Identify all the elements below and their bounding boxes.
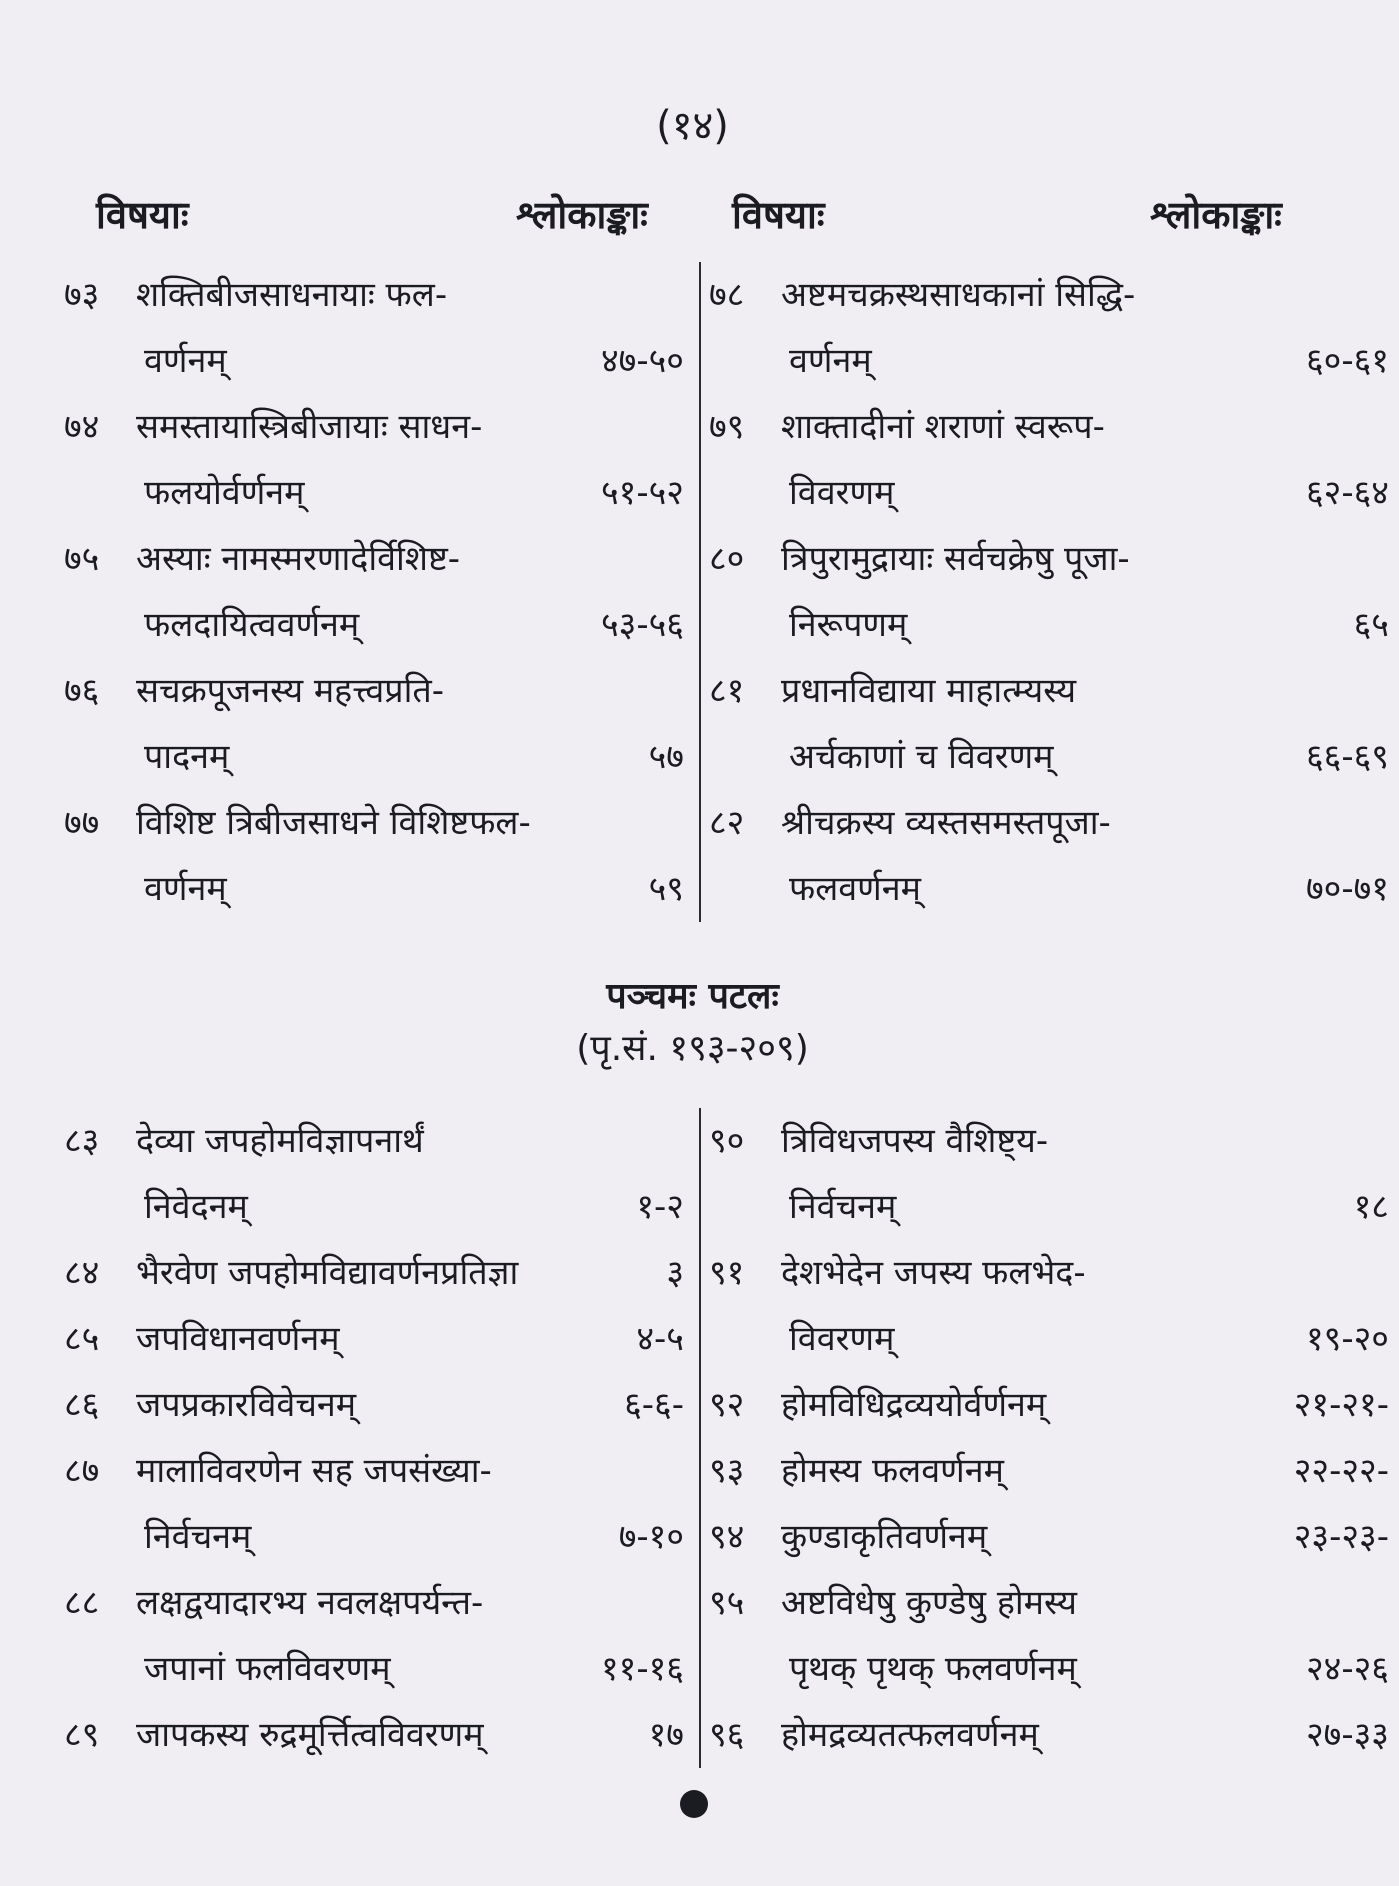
toc-entry xyxy=(64,790,684,856)
page-number: (१४) xyxy=(656,103,729,149)
entry-title: त्रिविधजपस्य वैशिष्ट्य- xyxy=(781,1121,1049,1161)
entry-number: ९५ xyxy=(709,1583,745,1623)
toc-entry xyxy=(64,1570,684,1636)
toc-entry-continuation xyxy=(64,1636,684,1702)
entry-verse-range: २४-२६ xyxy=(1306,1649,1389,1689)
entry-number: ९१ xyxy=(709,1253,745,1293)
toc-entry xyxy=(64,1306,684,1372)
entry-title: पादनम् xyxy=(144,737,230,777)
entry-title: जापकस्य रुद्रमूर्त्तित्वविवरणम् xyxy=(136,1715,484,1755)
toc-entry xyxy=(709,1108,1399,1174)
entry-number: ९२ xyxy=(709,1385,745,1425)
entry-verse-range: २१-२१- xyxy=(1293,1385,1389,1425)
entry-title: विवरणम् xyxy=(789,473,895,513)
toc-entry xyxy=(709,394,1399,460)
entry-title: सचक्रपूजनस्य महत्त्वप्रति- xyxy=(136,671,445,711)
entry-verse-range: १-२ xyxy=(636,1187,684,1227)
header-verses-right: श्लोकाङ्काः xyxy=(1150,193,1282,237)
toc-entry xyxy=(64,1438,684,1504)
entry-title: वर्णनम् xyxy=(789,341,872,381)
entry-title: श्रीचक्रस्य व्यस्तसमस्तपूजा- xyxy=(781,803,1111,843)
header-subject-left: विषयाः xyxy=(96,193,189,237)
column-divider xyxy=(699,1108,701,1768)
entry-number: ८१ xyxy=(709,671,745,711)
entry-title: निवेदनम् xyxy=(144,1187,248,1227)
entry-number: ८६ xyxy=(64,1385,100,1425)
entry-title: फलदायित्ववर्णनम् xyxy=(144,605,360,645)
chapter-page-range: (पृ.सं. १९३-२०९) xyxy=(576,1028,809,1069)
entry-number: ८९ xyxy=(64,1715,100,1755)
toc-entry xyxy=(64,394,684,460)
entry-title: लक्षद्वयादारभ्य नवलक्षपर्यन्त- xyxy=(136,1583,484,1623)
toc-entry-continuation xyxy=(64,460,684,526)
entry-title: त्रिपुरामुद्रायाः सर्वचक्रेषु पूजा- xyxy=(781,539,1130,579)
entry-number: ७३ xyxy=(64,275,100,315)
toc-entry-continuation xyxy=(64,856,684,922)
entry-verse-range: १९-२० xyxy=(1306,1319,1389,1359)
toc-entry xyxy=(64,1108,684,1174)
entry-title: फलयोर्वर्णनम् xyxy=(144,473,305,513)
toc-entry-continuation xyxy=(709,856,1399,922)
entry-verse-range: ६६-६९ xyxy=(1306,737,1389,777)
toc-entry xyxy=(709,262,1399,328)
toc-entry-continuation xyxy=(709,460,1399,526)
entry-title: अष्टविधेषु कुण्डेषु होमस्य xyxy=(781,1583,1077,1623)
entry-title: निर्वचनम् xyxy=(789,1187,897,1227)
toc-entry xyxy=(709,1372,1399,1438)
entry-title: होमविधिद्रव्ययोर्वर्णनम् xyxy=(781,1385,1047,1425)
header-verses-left: श्लोकाङ्काः xyxy=(516,193,648,237)
entry-number: ८० xyxy=(709,539,745,579)
entry-verse-range: ६०-६१ xyxy=(1306,341,1389,381)
entry-title: समस्तायास्त्रिबीजायाः साधन- xyxy=(136,407,483,447)
toc-entry xyxy=(64,658,684,724)
entry-title: जपानां फलविवरणम् xyxy=(144,1649,391,1689)
entry-verse-range: ७०-७१ xyxy=(1306,869,1389,909)
entry-number: ८७ xyxy=(64,1451,100,1491)
toc-entry xyxy=(709,1570,1399,1636)
toc-entry-continuation xyxy=(64,328,684,394)
entry-title: भैरवेण जपहोमविद्यावर्णनप्रतिज्ञा xyxy=(136,1253,519,1293)
entry-title: अस्याः नामस्मरणादेर्विशिष्ट- xyxy=(136,539,461,579)
toc-column-left xyxy=(64,1108,684,1768)
entry-verse-range: ६२-६४ xyxy=(1306,473,1389,513)
toc-entry xyxy=(709,1702,1399,1768)
entry-title: विवरणम् xyxy=(789,1319,895,1359)
toc-entry-continuation xyxy=(709,1636,1399,1702)
entry-title: निरूपणम् xyxy=(789,605,908,645)
entry-title: मालाविवरणेन सह जपसंख्या- xyxy=(136,1451,492,1491)
entry-title: वर्णनम् xyxy=(144,341,227,381)
entry-verse-range: ३ xyxy=(666,1253,684,1293)
toc-entry-continuation xyxy=(64,1174,684,1240)
entry-title: अष्टमचक्रस्थसाधकानां सिद्धि- xyxy=(781,275,1136,315)
toc-entry xyxy=(64,262,684,328)
entry-verse-range: २७-३३ xyxy=(1306,1715,1389,1755)
entry-number: ९४ xyxy=(709,1517,745,1557)
toc-entry xyxy=(709,658,1399,724)
entry-verse-range: २३-२३- xyxy=(1293,1517,1389,1557)
toc-block-1 xyxy=(64,262,1389,922)
entry-verse-range: ५१-५२ xyxy=(601,473,684,513)
header-subject-right: विषयाः xyxy=(732,193,825,237)
entry-number: ८२ xyxy=(709,803,745,843)
entry-title: देव्या जपहोमविज्ञापनार्थं xyxy=(136,1121,424,1161)
entry-verse-range: ७-१० xyxy=(618,1517,684,1557)
entry-title: निर्वचनम् xyxy=(144,1517,252,1557)
entry-number: ८३ xyxy=(64,1121,100,1161)
entry-number: ७६ xyxy=(64,671,100,711)
entry-title: जपप्रकारविवेचनम् xyxy=(136,1385,357,1425)
entry-verse-range: ५७ xyxy=(648,737,684,777)
toc-entry xyxy=(709,1504,1399,1570)
entry-title: होमस्य फलवर्णनम् xyxy=(781,1451,1004,1491)
entry-number: ७४ xyxy=(64,407,100,447)
entry-title: शाक्तादीनां शराणां स्वरूप- xyxy=(781,407,1105,447)
entry-verse-range: २२-२२- xyxy=(1293,1451,1389,1491)
entry-title: कुण्डाकृतिवर्णनम् xyxy=(781,1517,988,1557)
entry-number: ७९ xyxy=(709,407,745,447)
toc-entry-continuation xyxy=(709,1306,1399,1372)
toc-column-left xyxy=(64,262,684,922)
entry-number: ७८ xyxy=(709,275,745,315)
toc-entry xyxy=(64,1372,684,1438)
toc-entry-continuation xyxy=(709,328,1399,394)
entry-number: ८४ xyxy=(64,1253,100,1293)
toc-entry-continuation xyxy=(709,592,1399,658)
entry-number: ८८ xyxy=(64,1583,100,1623)
entry-title: पृथक् पृथक् फलवर्णनम् xyxy=(789,1649,1077,1689)
entry-verse-range: ६५ xyxy=(1353,605,1389,645)
toc-entry-continuation xyxy=(709,1174,1399,1240)
toc-entry xyxy=(709,1240,1399,1306)
footer-bullet xyxy=(680,1790,708,1818)
toc-column-right xyxy=(709,262,1399,922)
toc-entry-continuation xyxy=(64,1504,684,1570)
toc-entry-continuation xyxy=(64,592,684,658)
entry-title: अर्चकाणां च विवरणम् xyxy=(789,737,1054,777)
column-divider xyxy=(699,262,701,922)
entry-title: वर्णनम् xyxy=(144,869,227,909)
entry-verse-range: १७ xyxy=(648,1715,684,1755)
chapter-title: पञ्चमः पटलः xyxy=(606,976,779,1017)
entry-number: ९० xyxy=(709,1121,745,1161)
entry-verse-range: ४-५ xyxy=(636,1319,684,1359)
entry-number: ९३ xyxy=(709,1451,745,1491)
entry-title: प्रधानविद्याया माहात्म्यस्य xyxy=(781,671,1077,711)
toc-entry-continuation xyxy=(64,724,684,790)
entry-verse-range: १८ xyxy=(1353,1187,1389,1227)
entry-number: ९६ xyxy=(709,1715,745,1755)
toc-entry xyxy=(709,790,1399,856)
entry-verse-range: ५९ xyxy=(648,869,684,909)
entry-title: जपविधानवर्णनम् xyxy=(136,1319,340,1359)
entry-verse-range: ४७-५० xyxy=(601,341,684,381)
toc-block-2 xyxy=(64,1108,1389,1768)
entry-title: विशिष्ट त्रिबीजसाधने विशिष्टफल- xyxy=(136,803,531,843)
toc-entry xyxy=(709,1438,1399,1504)
entry-title: देशभेदेन जपस्य फलभेद- xyxy=(781,1253,1086,1293)
toc-entry xyxy=(64,526,684,592)
entry-number: ८५ xyxy=(64,1319,100,1359)
toc-entry xyxy=(709,526,1399,592)
entry-verse-range: ११-१६ xyxy=(601,1649,684,1689)
toc-entry xyxy=(64,1702,684,1768)
entry-verse-range: ६-६- xyxy=(624,1385,684,1425)
toc-entry xyxy=(64,1240,684,1306)
entry-number: ७७ xyxy=(64,803,100,843)
toc-column-right xyxy=(709,1108,1399,1768)
entry-verse-range: ५३-५६ xyxy=(601,605,684,645)
entry-title: फलवर्णनम् xyxy=(789,869,921,909)
entry-title: होमद्रव्यतत्फलवर्णनम् xyxy=(781,1715,1039,1755)
toc-entry-continuation xyxy=(709,724,1399,790)
entry-title: शक्तिबीजसाधनायाः फल- xyxy=(136,275,448,315)
entry-number: ७५ xyxy=(64,539,100,579)
